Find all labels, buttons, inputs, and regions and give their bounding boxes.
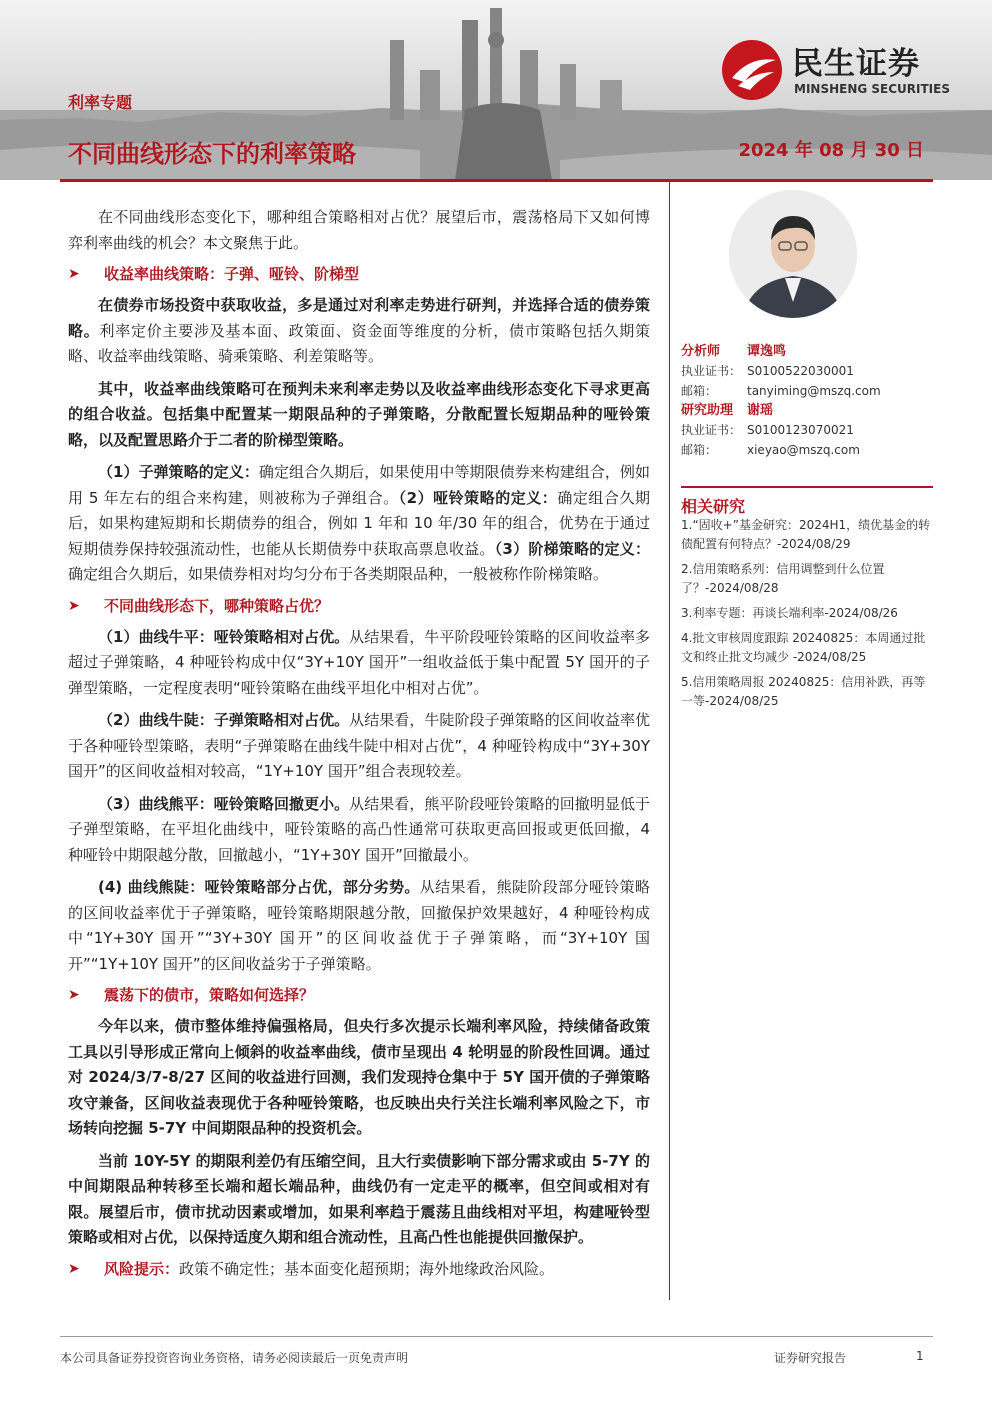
logo-english-name: MINSHENG SECURITIES (794, 82, 950, 96)
report-title: 不同曲线形态下的利率策略 (68, 140, 356, 168)
paragraph: （1）子弹策略的定义：确定组合久期后，如果使用中等期限债券来构建组合，例如用 5 年左右的组合来构建，则被称为子弹组合。（2）哑铃策略的定义：确定组合久期后，如果构建短期和长期债券的组合，例如 1 年和 10 年/30 年的组合，优势在于通过短期债券保持较强流动性，也能从长期债券中获取高票息收益。（3）阶梯策略的定义：确定组合久期后，如果债券相对均匀分布于各类期限品种，一般被称作阶梯策略。 (68, 463, 650, 583)
risk-warning: ➤ 风险提示： 政策不确定性；基本面变化超预期；海外地缘政治风险。 (68, 1259, 555, 1278)
footer-divider (60, 1336, 933, 1337)
list-item: 3.利率专题：再谈长端利率-2024/08/26 (681, 606, 898, 620)
assistant-name-row: 研究助理 谢瑶 (681, 403, 774, 418)
arrow-icon: ➤ (68, 597, 80, 614)
report-date: 2024 年 08 月 30 日 (738, 140, 924, 161)
section-heading-curve-strategy: ➤ 收益率曲线策略：子弹、哑铃、阶梯型 (68, 265, 360, 283)
header-banner (0, 0, 992, 180)
list-item: 2.信用策略系列：信用调整到什么位置了？-2024/08/28 (681, 562, 885, 595)
paragraph: （1）曲线牛平：哑铃策略相对占优。从结果看，牛平阶段哑铃策略的区间收益率多超过子弹策略，4 种哑铃构成中仅“3Y+10Y 国开”一组收益低于集中配置 5Y 国开的子弹型策略，一定程度表明“哑铃策略在曲线平坦化中相对占优”。 (68, 627, 650, 697)
related-research-title: 相关研究 (681, 486, 933, 521)
column-divider (669, 182, 670, 1300)
logo-chinese-name: 民生证券 (792, 46, 920, 82)
footer-report-type: 证券研究报告 (774, 1351, 847, 1365)
header-divider (60, 179, 933, 182)
analyst-avatar (729, 190, 857, 318)
list-item: 1.“固收+”基金研究：2024H1，绩优基金的转债配置有何特点？-2024/08/29 (681, 518, 931, 551)
assistant-cert-row: 执业证书： S0100123070021 (681, 423, 854, 437)
arrow-icon: ➤ (68, 266, 80, 282)
report-category: 利率专题 (68, 93, 133, 112)
page-number: 1 (916, 1349, 924, 1363)
paragraph: （3）曲线熊平：哑铃策略回撤更小。从结果看，熊平阶段哑铃策略的回撤明显低于子弹型策略，在平坦化曲线中，哑铃策略的高凸性通常可获取更高回报或更低回撤，4 种哑铃中期限越分散，回撤越小，“1Y+30Y 国开”回撤最小。 (68, 794, 650, 864)
related-research-list (681, 516, 933, 717)
analyst-email-row: 邮箱： tanyiming@mszq.com (681, 383, 881, 398)
minsheng-logo-icon (720, 38, 786, 102)
arrow-icon: ➤ (68, 1260, 80, 1277)
paragraph: 其中，收益率曲线策略可在预判未来利率走势以及收益率曲线形态变化下寻求更高的组合收益。包括集中配置某一期限品种的子弹策略，分散配置长短期品种的哑铃策略，以及配置思路介于二者的阶梯型策略。 (68, 379, 650, 449)
paragraph: (4) 曲线熊陡：哑铃策略部分占优，部分劣势。从结果看，熊陡阶段部分哑铃策略的区间收益率优于子弹策略，哑铃策略期限越分散，回撤保护效果越好，4 种哑铃构成中“1Y+30Y 国开”“3Y+30Y 国开”的区间收益优于子弹策略，而“3Y+10Y 国开”“1Y+10Y 国开”的区间收益劣于子弹策略。 (68, 878, 650, 973)
assistant-email-row: 邮箱： xieyao@mszq.com (681, 442, 860, 457)
main-content (68, 205, 650, 1288)
footer-disclaimer: 本公司具备证券投资咨询业务资格，请务必阅读最后一页免责声明 (60, 1351, 409, 1365)
arrow-icon: ➤ (68, 987, 80, 1003)
intro-paragraph: 在不同曲线形态变化下，哪种组合策略相对占优？展望后市，震荡格局下又如何博弈利率曲线的机会？本文聚焦于此。 (68, 208, 650, 252)
section-heading-curve-shapes: ➤ 不同曲线形态下，哪种策略占优？ (68, 596, 330, 615)
list-item: 4.批文审核周度跟踪 20240825：本周通过批文和终止批文均减少 -2024/08/25 (681, 631, 926, 664)
analyst-name-row: 分析师 谭逸鸣 (681, 344, 787, 359)
paragraph: （2）曲线牛陡：子弹策略相对占优。从结果看，牛陡阶段子弹策略的区间收益率优于各种哑铃型策略，表明“子弹策略在曲线牛陡中相对占优”，4 种哑铃构成中“3Y+30Y 国开”的区间收益相对较高，“1Y+10Y 国开”组合表现较差。 (68, 711, 650, 780)
paragraph: 今年以来，债市整体维持偏强格局，但央行多次提示长端利率风险，持续储备政策工具以引导形成正常向上倾斜的收益率曲线，债市呈现出 4 轮明显的阶段性回调。通过对 2024/3/7-8/27 区间的收益进行回测，我们发现持仓集中于 5Y 国开债的子弹策略攻守兼备，区间收益表现优于各种哑铃策略，也反映出央行关注长端利率风险之下，市场转向挖掘 5-7Y 中间期限品种的投资机会。 (68, 1017, 650, 1137)
list-item: 5.信用策略周报 20240825：信用补跌，再等一等-2024/08/25 (681, 675, 926, 708)
analyst-cert-row: 执业证书： S0100522030001 (681, 364, 854, 378)
paragraph: 在债券市场投资中获取收益，多是通过对利率走势进行研判，并选择合适的债券策略。利率定价主要涉及基本面、政策面、资金面等维度的分析，债市策略包括久期策略、收益率曲线策略、骑乘策略、利差策略等。 (68, 296, 650, 365)
paragraph: 当前 10Y-5Y 的期限利差仍有压缩空间，且大行卖债影响下部分需求或由 5-7Y 的中间期限品种转移至长端和超长端品种，曲线仍有一定走平的概率，但空间或相对有限。展望后市，债市扰动因素或增加，如果利率趋于震荡且曲线相对平坦，构建哑铃型策略或相对占优，以保持适度久期和组合流动性，且高凸性也能提供回撤保护。 (68, 1151, 650, 1246)
section-heading-oscillating-market: ➤ 震荡下的债市，策略如何选择？ (68, 986, 315, 1004)
person-icon (729, 190, 857, 318)
company-logo (720, 38, 970, 102)
analyst-info (681, 342, 933, 460)
